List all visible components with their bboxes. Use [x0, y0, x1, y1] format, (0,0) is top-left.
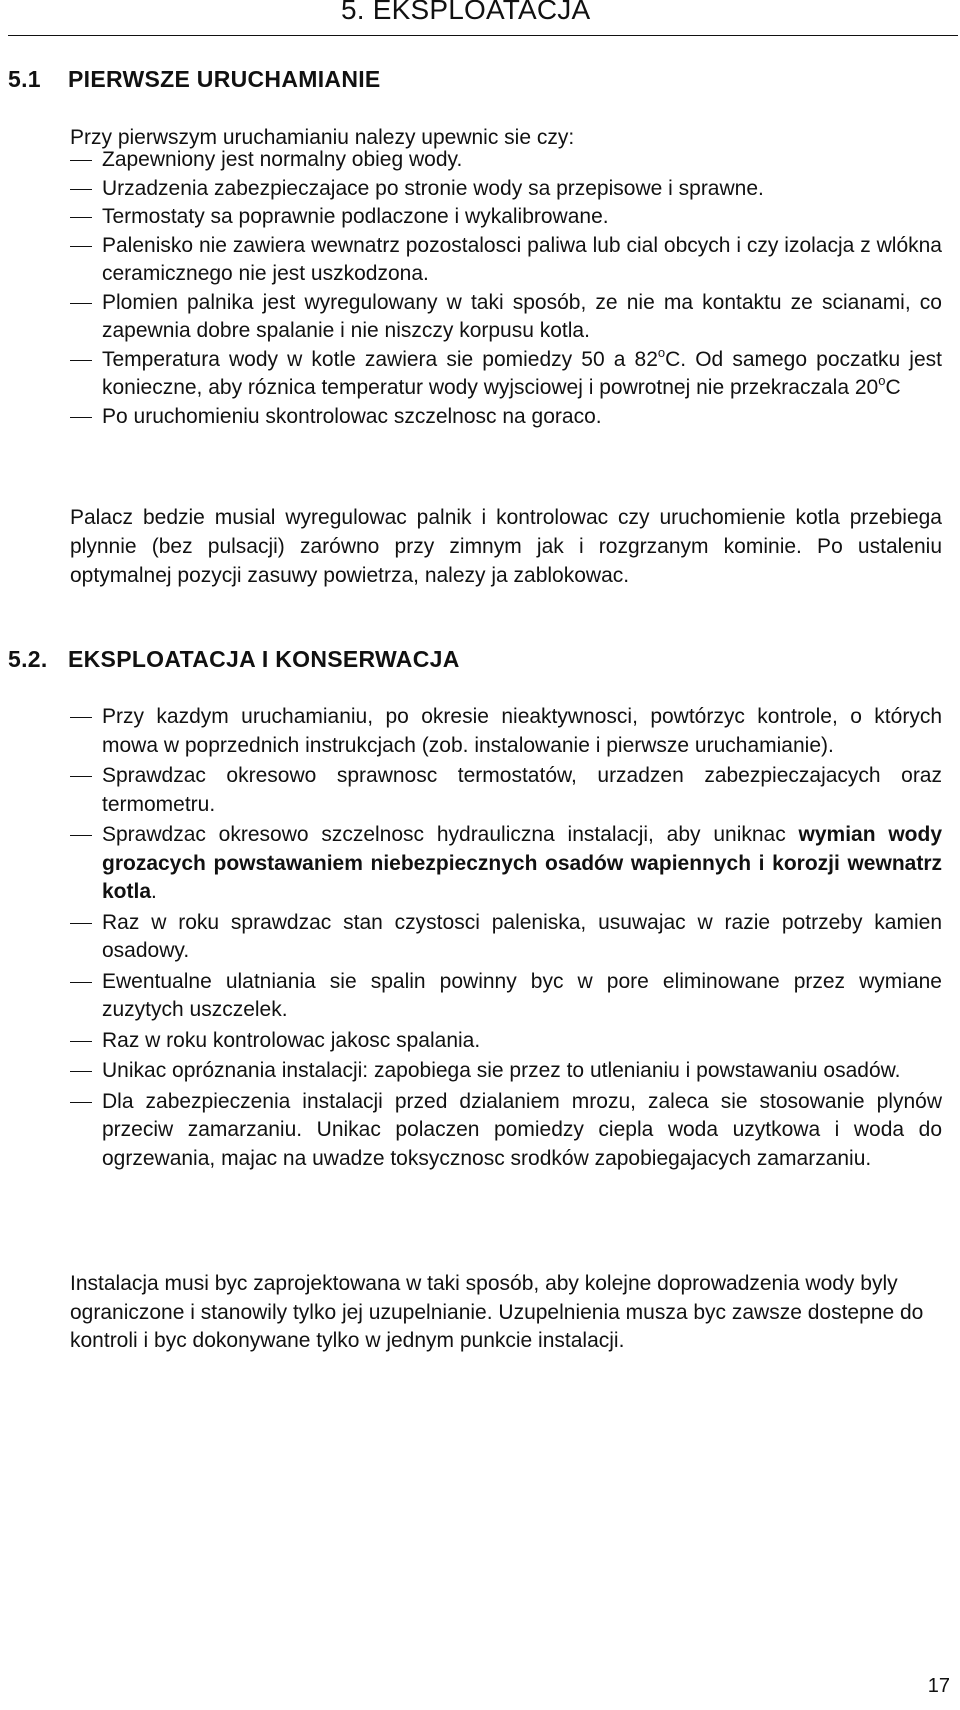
section-number: 5.2. [8, 646, 48, 672]
list-item [70, 968, 942, 1025]
list-item-text: Przy kazdym uruchamianiu, po okresie nieaktywnosci, powtórzyc kontrole, o których mowa w poprzednich instrukcjach (zob. instalowanie i pierwsze uruchamianie). [102, 705, 942, 757]
list-item [70, 232, 942, 289]
dash-bullet [70, 982, 92, 983]
section1-paragraph: Palacz bedzie musial wyregulowac palnik i kontrolowac czy uruchomienie kotla przebiega plynnie (bez pulsacji) zarówno przy zimnym jak i rozgrzanym kominie. Po ustaleniu optymalnej pozycji zasuwy powietrza, nalezy ja zablokowac. [70, 506, 942, 587]
dash-bullet [70, 1102, 92, 1103]
section2-paragraph: Instalacja musi byc zaprojektowana w taki sposób, aby kolejne doprowadzenia wody byly ograniczone i stanowily tylko jej uzupelnianie. Uzupelnienia musza byc zawsze dostepne do kontroli i byc dokonywane tylko w jednym punkcie instalacji. [70, 1272, 924, 1352]
dash-bullet [70, 1071, 92, 1072]
list-item [70, 289, 942, 346]
page-header [0, 0, 960, 36]
list-item-text: Urzadzenia zabezpieczajace po stronie wody sa przepisowe i sprawne. [102, 176, 764, 200]
dash-bullet [70, 776, 92, 777]
list-item [70, 1057, 942, 1086]
dash-bullet [70, 417, 92, 418]
list-item-text: Sprawdzac okresowo szczelnosc hydrauliczna instalacji, aby uniknac [102, 823, 799, 846]
section1-checklist [70, 146, 942, 431]
dash-bullet [70, 1041, 92, 1042]
list-item-text: . [151, 880, 157, 903]
dash-bullet [70, 189, 92, 190]
section-title: PIERWSZE URUCHAMIANIE [68, 66, 381, 92]
list-item [70, 762, 942, 819]
section-heading-5-2 [8, 646, 460, 673]
list-item [70, 175, 942, 204]
temp-text-3: C [885, 376, 901, 399]
header-rule [8, 35, 958, 36]
dash-bullet [70, 923, 92, 924]
temp-text-2: C. Od samego poczatku jest konieczne, aby róznica temperatur wody wyjsciowej i powrotnej nie przekraczala 20 [102, 347, 942, 399]
list-item-text: Termostaty sa poprawnie podlaczone i wykalibrowane. [102, 205, 609, 228]
list-item-text: Plomien palnika jest wyregulowany w taki sposób, ze nie ma kontaktu ze scianami, co zapewnia dobre spalanie i nie niszczy korpusu kotla. [102, 290, 942, 342]
dash-bullet [70, 217, 92, 218]
list-item [70, 403, 942, 432]
section-heading-5-1 [8, 66, 381, 93]
list-item-text: Palenisko nie zawiera wewnatrz pozostalosci paliwa lub cial obcych i czy izolacja z wlókna ceramicznego nie jest uszkodzona. [102, 233, 942, 285]
list-item-text: Dla zabezpieczenia instalacji przed dzialaniem mrozu, zaleca sie stosowanie plynów przeciw zamarzaniu. Unikac polaczen pomiedzy ciepla woda uzytkowa i woda do ogrzewania, majac na uwadze toksycznosc srodków zapobiegajacych zamarzaniu. [102, 1089, 942, 1170]
page-number: 17 [927, 1675, 950, 1697]
section-number: 5.1 [8, 66, 41, 92]
list-item [70, 146, 942, 175]
dash-bullet [70, 303, 92, 304]
section1-intro: Przy pierwszym uruchamianiu nalezy upewnic sie czy: [70, 126, 575, 149]
list-item [70, 703, 942, 760]
list-item [70, 1027, 942, 1056]
dash-bullet [70, 360, 92, 361]
dash-bullet [70, 160, 92, 161]
dash-bullet [70, 717, 92, 718]
degree-sup: o [878, 373, 886, 388]
list-item-text: Zapewniony jest normalny obieg wody. [102, 148, 463, 171]
list-item-text: Unikac opróznania instalacji: zapobiega sie przez to utlenianiu i powstawaniu osadów. [102, 1059, 901, 1082]
list-item-hydraulic [70, 821, 942, 907]
dash-bullet [70, 835, 92, 836]
section-title: EKSPLOATACJA I KONSERWACJA [68, 646, 460, 672]
list-item [70, 909, 942, 966]
list-item [70, 203, 942, 232]
temp-text-1: Temperatura wody w kotle zawiera sie pomiedzy 50 a 82 [102, 347, 658, 371]
degree-sup: o [657, 344, 666, 360]
list-item-temperature [70, 346, 942, 403]
list-item-text: Sprawdzac okresowo sprawnosc termostatów, urzadzen zabezpieczajacych oraz termometru. [102, 764, 942, 816]
bold-warning-text: wymian wody grozacych powstawaniem niebezpiecznych osadów wapiennych i korozji wewnatrz kotla [102, 823, 943, 903]
section2-checklist [70, 703, 942, 1175]
dash-bullet [70, 246, 92, 247]
list-item-text: Raz w roku sprawdzac stan czystosci paleniska, usuwajac w razie potrzeby kamien osadowy. [102, 910, 942, 962]
list-item-text: Po uruchomieniu skontrolowac szczelnosc na goraco. [102, 404, 602, 428]
list-item-text: Ewentualne ulatniania sie spalin powinny byc w pore eliminowane przez wymiane zuzytych uszczelek. [102, 969, 942, 1021]
list-item-text: Raz w roku kontrolowac jakosc spalania. [102, 1028, 481, 1052]
list-item [70, 1088, 942, 1174]
chapter-title: 5. EKSPLOATACJA [341, 0, 591, 25]
